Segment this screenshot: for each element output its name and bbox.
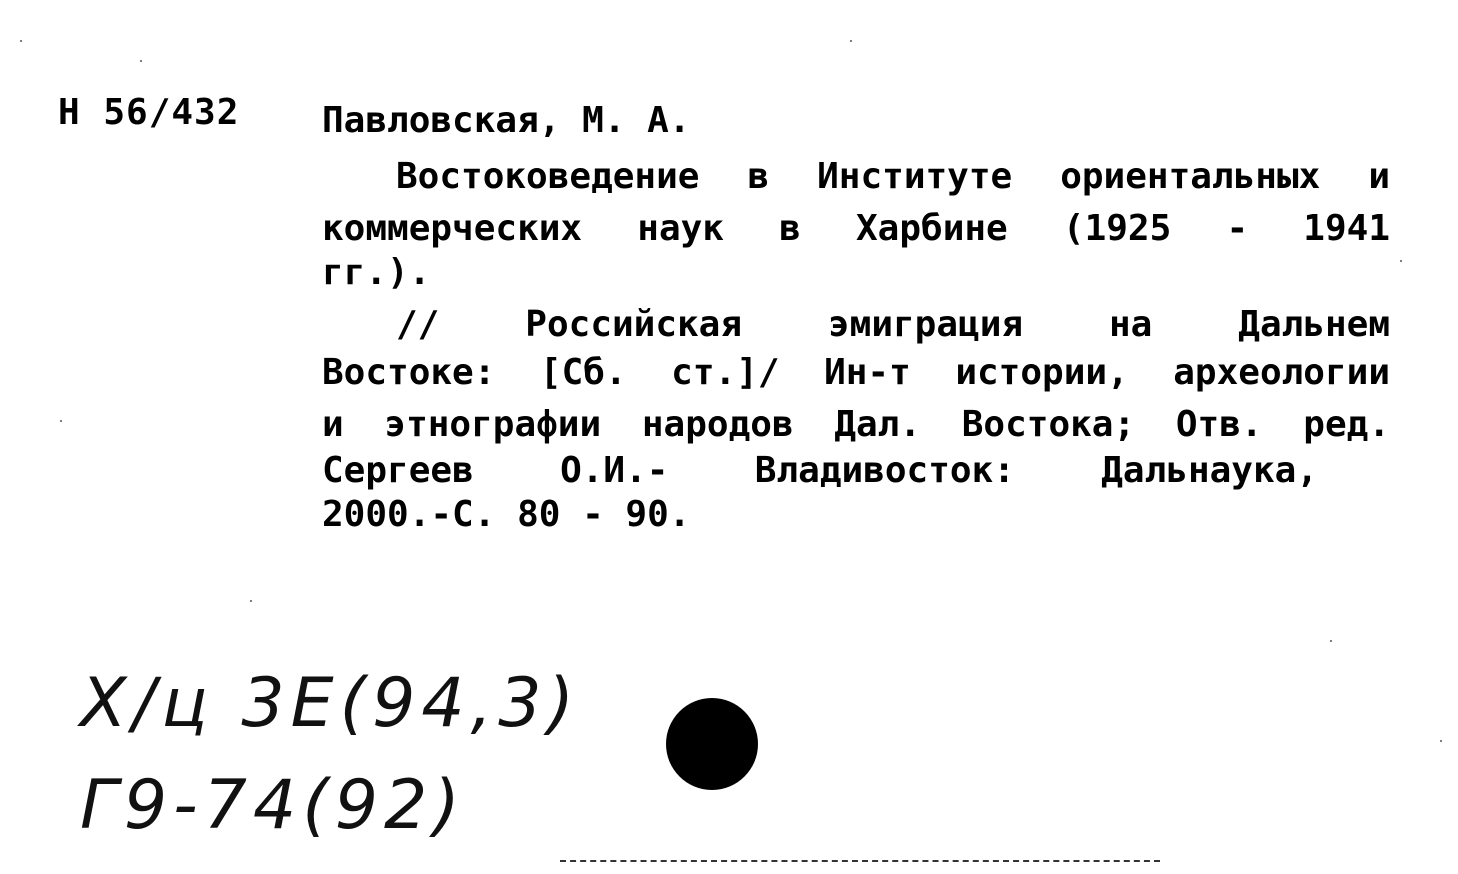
source-line-3: и этнографии народов Дал. Востока; Отв. ред. [322, 404, 1390, 445]
shelf-mark: Н 56/432 [58, 92, 240, 133]
title-line-3: гг.). [322, 252, 431, 293]
title-line-1: Востоковедение в Институте ориентальных и [396, 156, 1390, 197]
speck [140, 60, 142, 62]
handwritten-code: Г9-74(92) [80, 766, 466, 845]
handwritten-classification: Х/ц 3Е(94,3) [80, 664, 581, 743]
source-line-1: // Российская эмиграция на Дальнем [396, 304, 1390, 345]
title-line-2: коммерческих наук в Харбине (1925 - 1941 [322, 208, 1390, 249]
speck [1440, 740, 1442, 742]
speck [850, 40, 852, 42]
speck [60, 420, 62, 422]
speck [250, 600, 252, 602]
punch-hole [666, 698, 758, 790]
bottom-edge-mark [560, 860, 1160, 862]
speck [1400, 260, 1402, 262]
source-line-5: 2000.-С. 80 - 90. [322, 494, 691, 535]
speck [20, 40, 22, 42]
speck [1330, 640, 1332, 642]
source-line-4: Сергеев О.И.- Владивосток: Дальнаука, [322, 450, 1318, 491]
author-heading: Павловская, М. А. [322, 100, 691, 141]
source-line-2: Востоке: [Сб. ст.]/ Ин-т истории, археологии [322, 352, 1390, 393]
